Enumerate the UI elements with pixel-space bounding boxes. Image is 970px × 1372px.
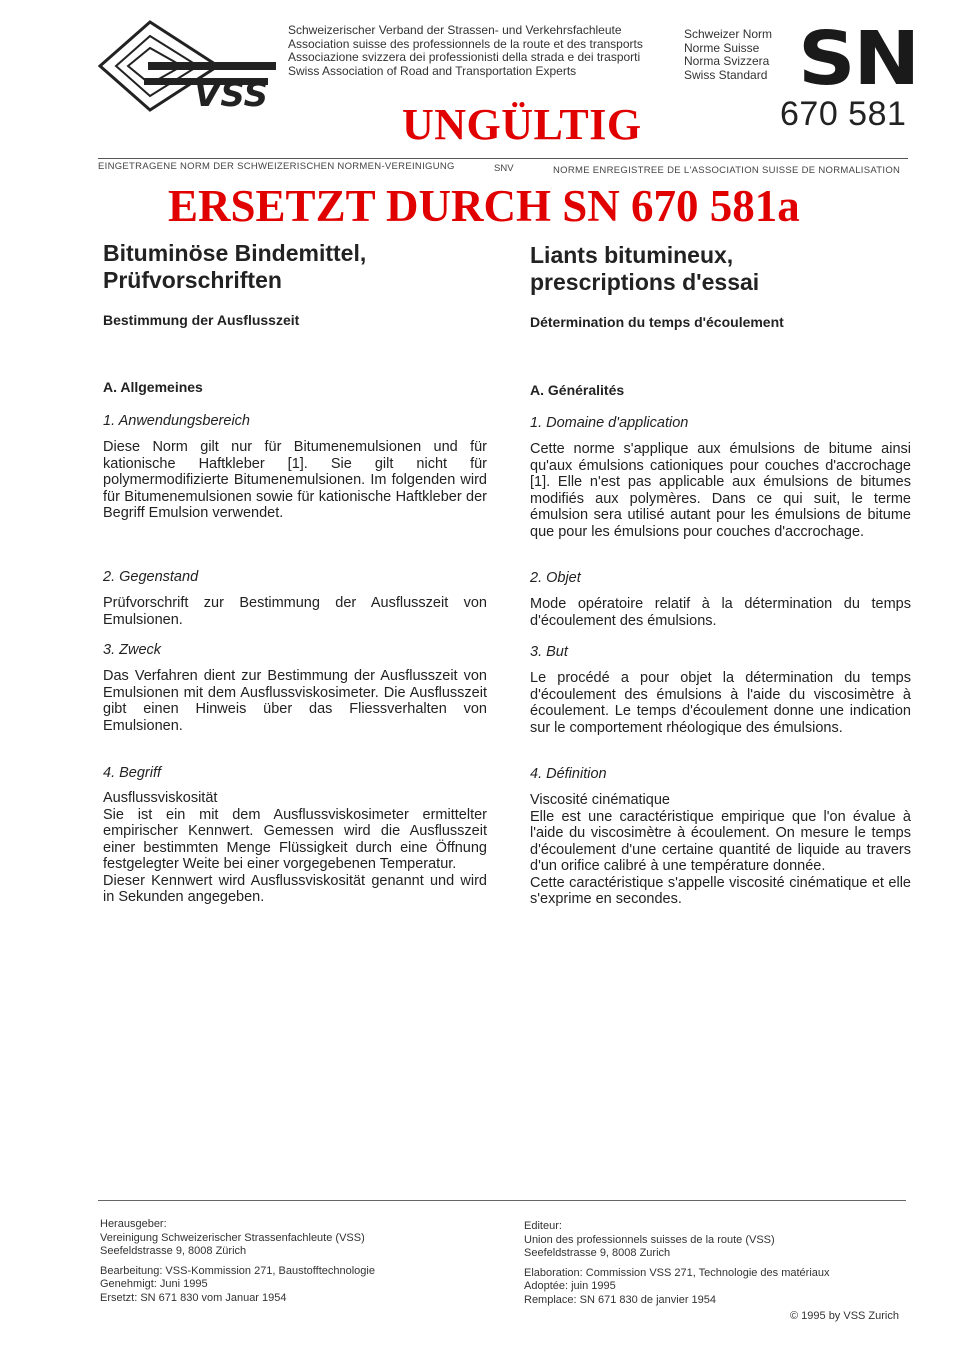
footer-fr-publisher-label: Editeur: [524,1220,562,1232]
para-purpose-fr [530,670,911,736]
footer-fr-prepared: Elaboration: Commission VSS 271, Technologie des matériaux [524,1266,830,1279]
registered-snv: SNV [494,163,514,174]
registered-norm-de: EINGETRAGENE NORM DER SCHWEIZERISCHEN NORMEN-VEREINIGUNG [98,161,455,172]
para-scope-de-text: Diese Norm gilt nur für Bitumenemulsionen und für kationische Haftkleber [1]. Sie gilt nicht für polymermodifizierte Bitumenemulsionen. Im folgenden wird für Bitumenemulsionen sowie für kationische Haftkleber der Begriff Emulsion verwendet. [103,439,487,521]
footer-de-approved: Genehmigt: Juni 1995 [100,1278,208,1290]
para-definition-fr-text1: Elle est une caractéristique empirique que l'on évalue à l'aide du viscosimètre à écoulement. On mesure le temps d'écoulement d'une certaine quantité de liquide au travers d'un orifice calibré à une température donnée. [530,808,911,874]
subtitle-fr: Détermination du temps d'écoulement [530,314,784,330]
para-definition-fr [530,792,911,908]
norm-label-it: Norma Svizzera [684,54,770,68]
para-definition-de [103,790,487,906]
heading-purpose-de: 3. Zweck [103,642,162,658]
footer-fr-replaces: Remplace: SN 671 830 de janvier 1954 [524,1293,717,1306]
vss-logo [98,20,278,120]
para-scope-de [103,439,487,522]
section-heading-fr: A. Généralités [530,382,625,398]
footer-de-prepared: Bearbeitung: VSS-Kommission 271, Baustofftechnologie [100,1264,375,1277]
sn-mark: SN [798,16,919,102]
header-divider [98,158,908,159]
footer-de-replaces: Ersetzt: SN 671 830 vom Januar 1954 [100,1291,287,1304]
para-definition-fr-text2: Cette caractéristique s'appelle viscosité cinématique et elle s'exprime en secondes. [530,874,911,907]
heading-subject-de: 2. Gegenstand [103,569,199,585]
copyright: © 1995 by VSS Zurich [790,1310,899,1322]
subtitle-de: Bestimmung der Ausflusszeit [103,312,300,328]
association-fr: Association suisse des professionnels de la route et des transports [288,36,643,51]
para-subject-fr-text: Mode opératoire relatif à la détermination du temps d'écoulement des émulsions. [530,596,911,629]
heading-definition-fr: 4. Définition [530,766,607,782]
replaced-by-stamp: ERSETZT DURCH SN 670 581a [168,181,800,231]
invalid-stamp: UNGÜLTIG [402,100,642,149]
footer-de-publisher-address: Seefeldstrasse 9, 8008 Zürich [100,1245,247,1257]
footer-fr-publisher-address: Seefeldstrasse 9, 8008 Zurich [524,1247,671,1259]
logo-text: VSS [194,75,269,115]
para-purpose-de-text: Das Verfahren dient zur Bestimmung der Ausflusszeit von Emulsionen mit dem Ausflussviskosimeter. Die Ausflusszeit gibt einen Hinweis über das Fliessverhalten von Emulsionen. [103,668,487,734]
heading-purpose-fr: 3. But [530,644,568,660]
heading-definition-de: 4. Begriff [103,765,162,781]
association-names [288,24,678,78]
norm-label-de: Schweizer Norm [684,27,773,41]
title-de-line2: Prüfvorschriften [103,267,282,293]
norm-number: 670 581 [780,95,907,133]
para-subject-de [103,595,487,628]
para-purpose-fr-text: Le procédé a pour objet la détermination du temps d'écoulement des émulsions à l'aide du viscosimètre à écoulement. Le temps d'écoulement donne une indication sur le comportement rhéologique des émulsions. [530,670,911,736]
title-de-line1: Bituminöse Bindemittel, [103,240,367,266]
para-definition-de-text2: Dieser Kennwert wird Ausflussviskosität genannt und wird in Sekunden angegeben. [103,872,487,905]
para-purpose-de [103,668,487,734]
para-definition-de-text1: Sie ist ein mit dem Ausflussviskosimeter ermittelter empirischer Kennwert. Gemessen wird die Ausflusszeit einer bestimmten Menge Flüssigkeit durch eine Öffnung festgelegter Weite bei einer vorgegebenen Temperatur. [103,806,487,872]
title-fr [530,242,911,296]
para-subject-fr [530,596,911,629]
registered-norm-fr: NORME ENREGISTREE DE L'ASSOCIATION SUISSE DE NORMALISATION [553,165,901,176]
footer-fr [524,1220,914,1307]
footer-fr-publisher-name: Union des professionnels suisses de la route (VSS) [524,1233,775,1246]
footer-de-publisher-name: Vereinigung Schweizerischer Strassenfachleute (VSS) [100,1231,365,1244]
heading-scope-fr: 1. Domaine d'application [530,415,689,431]
norm-label-en: Swiss Standard [684,67,768,82]
heading-subject-fr: 2. Objet [530,570,581,586]
para-scope-fr-text: Cette norme s'applique aux émulsions de bitume ainsi qu'aux émulsions cationiques pour couches d'accrochage [1]. Elle n'est pas applicable aux émulsions de bitumes modifiés aux polymères. Dans ce qui suit, le terme émulsion sera utilisé autant pour les émulsions de bitume que pour les émulsions pour couches d'accrochage. [530,441,911,540]
section-heading-de: A. Allgemeines [103,379,203,395]
norm-type-labels [684,28,794,82]
association-de: Schweizerischer Verband der Strassen- und Verkehrsfachleute [288,23,622,37]
title-fr-line2: prescriptions d'essai [530,269,760,295]
association-it: Associazione svizzera dei professionisti della strada e dei trasporti [288,50,641,64]
norm-label-fr: Norme Suisse [684,40,760,55]
para-subject-de-text: Prüfvorschrift zur Bestimmung der Ausflusszeit von Emulsionen. [103,595,487,628]
heading-scope-de: 1. Anwendungsbereich [103,413,250,429]
footer-divider [98,1200,906,1201]
title-fr-line1: Liants bitumineux, [530,242,734,268]
para-scope-fr [530,441,911,540]
association-en: Swiss Association of Road and Transportation Experts [288,63,577,78]
footer-de [100,1218,490,1305]
term-de: Ausflussviskosität [103,790,218,806]
title-de [103,240,487,294]
footer-de-publisher-label: Herausgeber: [100,1218,167,1230]
footer-fr-approved: Adoptée: juin 1995 [524,1280,616,1292]
term-fr: Viscosité cinématique [530,792,670,808]
vss-logo-icon [98,20,278,120]
